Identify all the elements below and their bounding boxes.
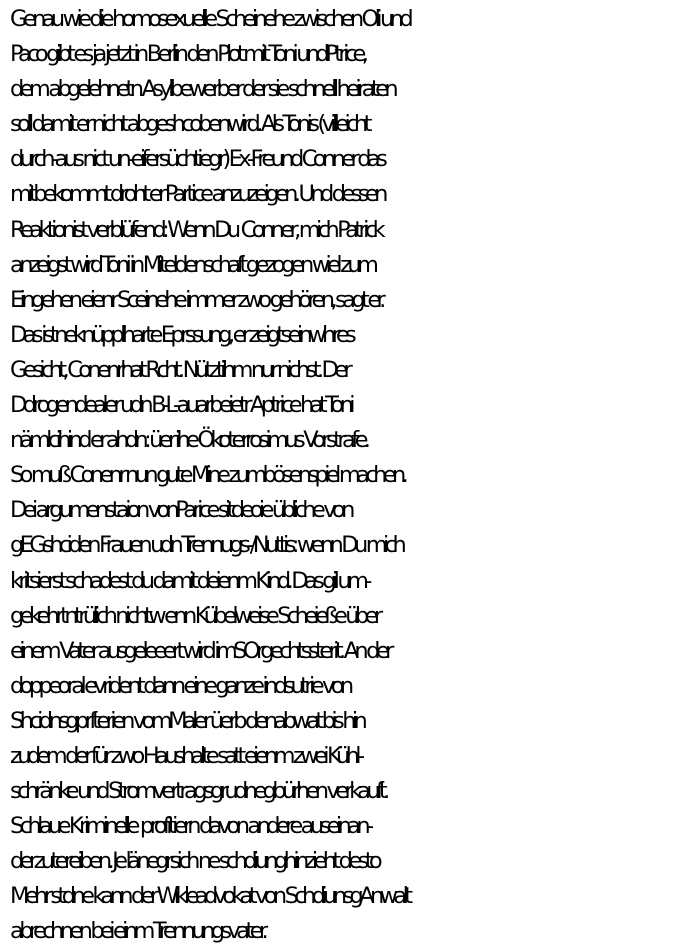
text-line: Gesicht, Conenrhat Rcht. Nütztihm nur nichst. Der [10, 356, 349, 383]
text-line: schränke und Stromvertragsgrudnegbürhen verkauft. [10, 778, 386, 805]
text-line: durch-aus nict un-eifersüchtiegr) Ex-Freund Conner das [10, 146, 384, 173]
text-line: Paco gibt es ja jetzt in Berlin den Plot mit Toni undPtrice, [10, 41, 365, 68]
text-line: dem abgelehnetn Asylbewerber der sie schnell heiraten [10, 76, 395, 103]
text-line: Genau wie die homosexuelle Scheinehe zwischen Oli und [10, 6, 410, 32]
text-line: einem Vater ausgeleeert wird imSOrgechtssterit. An der [10, 637, 390, 664]
text-line: doppeoral evrident dann eine ganze indsutrie von [10, 672, 350, 699]
text-line: gEGshciden Frauen udn Trennugs-/Nuttis: wenn Du mich [10, 532, 403, 559]
text-line: Reaktionist verblüfend: Wenn Du Conner, mich Patrick [10, 216, 382, 243]
text-line: Shcidnsgprfterien vomMaler üerb denabwat bis hin [10, 707, 364, 734]
text-line: Ddrogendealer udn B-L-auarbeietr Aptrice hat Toni [10, 392, 351, 419]
text-line: Mehr stdne kann der Wikleadvokat von SchdiunsgAnwalt [10, 883, 409, 910]
text-line: mitbekommt droht er Partice anzuzeigen. Und dessen [10, 181, 384, 208]
text-line: Eingehen eienr Sceinehe immer zwo gehören, sagt er. [10, 286, 382, 313]
text-line: zudem der für zwo Haushalte satt eienm zwei Kühl- [10, 742, 361, 769]
text-line: soll damit er nicht abgeshcobenwird. Als Tonis (villeicht [10, 111, 368, 138]
text-line: anzeigst wird Toni in Miteldenschaft gezogen wiel zum [10, 251, 375, 278]
text-line: Dei argumenstaion vonParice sitdeoie übliche von [10, 497, 351, 524]
text-line: derzutereiben. Je länegrsich ne schdiunghinzieht desto [10, 848, 379, 875]
body-text [10, 2, 684, 950]
text-line: Schlaue Kriminelle profitiern davon andere auseinan- [10, 813, 370, 840]
text-line: kritsierst schadest du damit deienm Kind. Das gil um- [10, 567, 368, 594]
text-line: So muß Conenr nun gute Mine zumbösenspiel machen. [10, 462, 405, 489]
text-line: Das istneknüpplharte Eprssung, er zeigtseinwhres [10, 321, 353, 348]
text-line: nämlcihind er ahdn: üer ihe Ökoterrosimus Vorstrafe. [10, 427, 367, 454]
text-line: gekehrtntrülich nichtw enn Kübelweise Scheieße über [10, 602, 379, 629]
text-line: abrechnen bei einm Trennungsvater. [10, 918, 265, 945]
